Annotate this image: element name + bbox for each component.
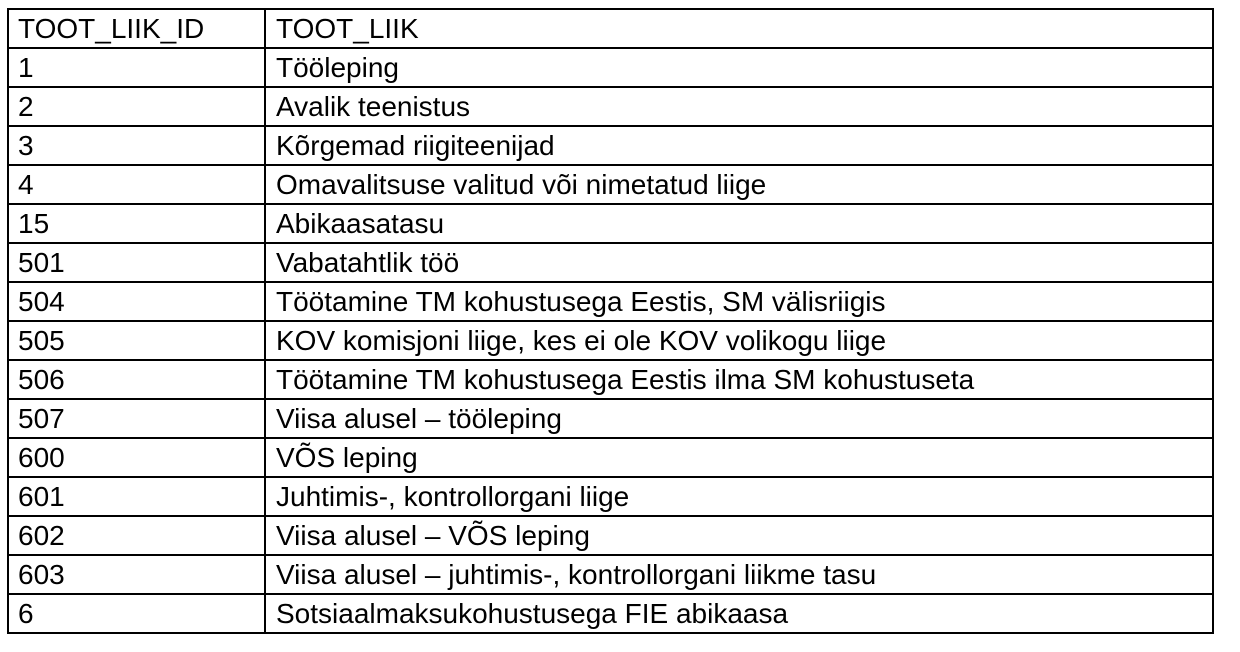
column-header-toot-liik-id: TOOT_LIIK_ID — [8, 9, 265, 48]
cell-toot-liik-id: 501 — [8, 243, 265, 282]
table-row — [8, 438, 1213, 477]
table-row — [8, 87, 1213, 126]
table-row — [8, 399, 1213, 438]
table-row — [8, 204, 1213, 243]
table-row — [8, 48, 1213, 87]
cell-toot-liik-id: 600 — [8, 438, 265, 477]
cell-toot-liik: Avalik teenistus — [265, 87, 1213, 126]
cell-toot-liik-id: 1 — [8, 48, 265, 87]
cell-toot-liik-id: 507 — [8, 399, 265, 438]
table-row — [8, 126, 1213, 165]
cell-toot-liik: Tööleping — [265, 48, 1213, 87]
table-row — [8, 594, 1213, 633]
table-row — [8, 555, 1213, 594]
cell-toot-liik-id: 504 — [8, 282, 265, 321]
table-row — [8, 321, 1213, 360]
table-row — [8, 516, 1213, 555]
column-header-toot-liik: TOOT_LIIK — [265, 9, 1213, 48]
cell-toot-liik: Omavalitsuse valitud või nimetatud liige — [265, 165, 1213, 204]
cell-toot-liik: Sotsiaalmaksukohustusega FIE abikaasa — [265, 594, 1213, 633]
cell-toot-liik-id: 2 — [8, 87, 265, 126]
table-row — [8, 243, 1213, 282]
table-row — [8, 165, 1213, 204]
toot-liik-table — [7, 8, 1214, 634]
cell-toot-liik-id: 505 — [8, 321, 265, 360]
cell-toot-liik: Viisa alusel – VÕS leping — [265, 516, 1213, 555]
cell-toot-liik: Juhtimis-, kontrollorgani liige — [265, 477, 1213, 516]
cell-toot-liik: Abikaasatasu — [265, 204, 1213, 243]
cell-toot-liik-id: 506 — [8, 360, 265, 399]
table-header-row — [8, 9, 1213, 48]
cell-toot-liik: Kõrgemad riigiteenijad — [265, 126, 1213, 165]
table-row — [8, 360, 1213, 399]
cell-toot-liik: Töötamine TM kohustusega Eestis, SM välisriigis — [265, 282, 1213, 321]
cell-toot-liik-id: 601 — [8, 477, 265, 516]
cell-toot-liik: Viisa alusel – juhtimis-, kontrollorgani liikme tasu — [265, 555, 1213, 594]
cell-toot-liik-id: 602 — [8, 516, 265, 555]
cell-toot-liik: KOV komisjoni liige, kes ei ole KOV volikogu liige — [265, 321, 1213, 360]
cell-toot-liik-id: 3 — [8, 126, 265, 165]
cell-toot-liik-id: 4 — [8, 165, 265, 204]
cell-toot-liik: Viisa alusel – tööleping — [265, 399, 1213, 438]
cell-toot-liik: Vabatahtlik töö — [265, 243, 1213, 282]
table-row — [8, 282, 1213, 321]
cell-toot-liik: VÕS leping — [265, 438, 1213, 477]
table-row — [8, 477, 1213, 516]
cell-toot-liik-id: 6 — [8, 594, 265, 633]
cell-toot-liik-id: 15 — [8, 204, 265, 243]
cell-toot-liik: Töötamine TM kohustusega Eestis ilma SM kohustuseta — [265, 360, 1213, 399]
cell-toot-liik-id: 603 — [8, 555, 265, 594]
